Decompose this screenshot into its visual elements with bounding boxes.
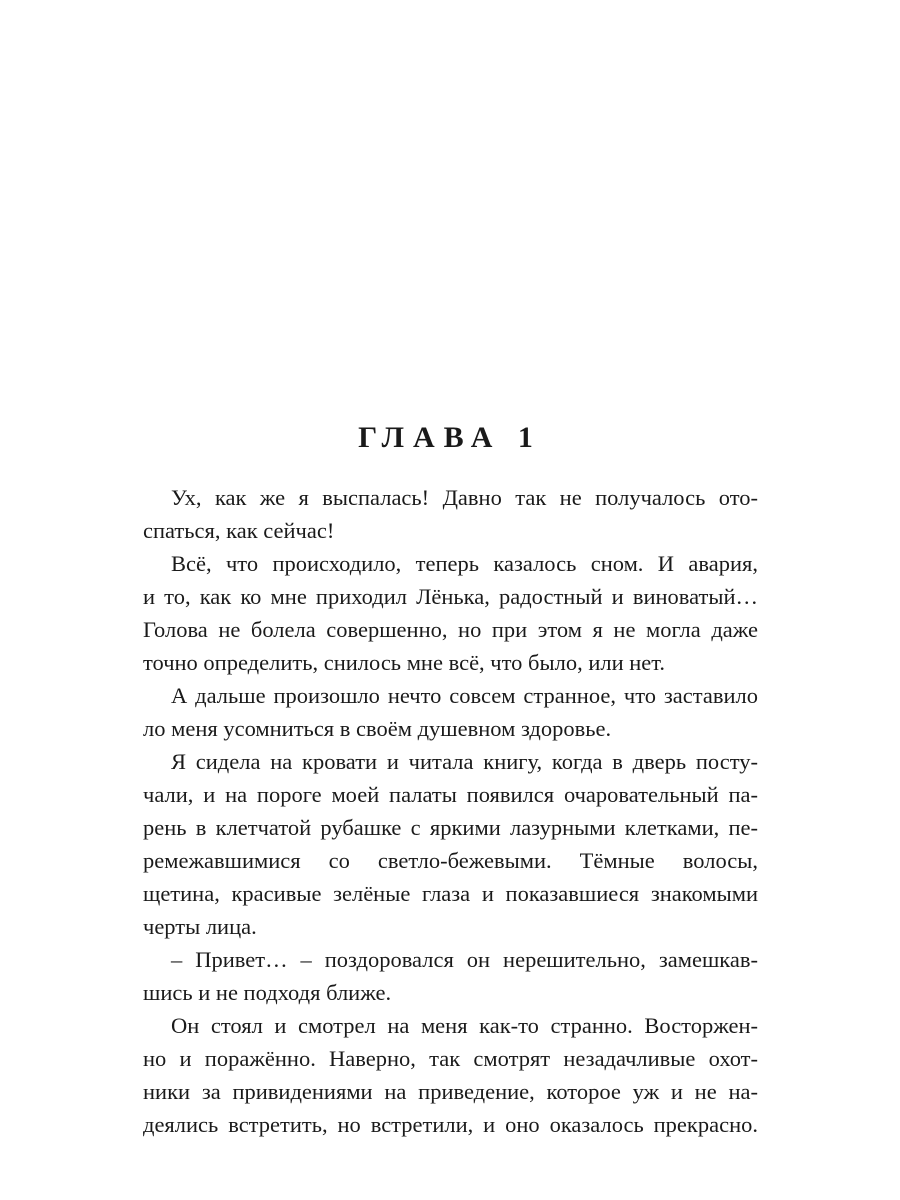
text-line: рень в клетчатой рубашке с яркими лазурными клетками, пе- xyxy=(143,815,758,840)
text-line: – Привет… – поздоровался он нерешительно, замешкав- xyxy=(171,947,758,972)
text-line: Всё, что происходило, теперь казалось сном. И авария, xyxy=(171,551,758,576)
text-line: А дальше произошло нечто совсем странное, что заставило xyxy=(171,683,758,708)
text-line: ремежавшимися со светло-бежевыми. Тёмные волосы, xyxy=(143,848,758,873)
text-line: и то, как ко мне приходил Лёнька, радостный и виноватый… xyxy=(143,584,758,609)
text-line: ло меня усомниться в своём душевном здоровье. xyxy=(143,716,612,741)
text-line: деялись встретить, но встретили, и оно оказалось прекрасно. xyxy=(143,1112,758,1137)
text-line: Голова не болела совершенно, но при этом я не могла даже xyxy=(143,617,758,642)
text-line: Ух, как же я выспалась! Давно так не получалось ото- xyxy=(171,485,758,510)
text-line: Я сидела на кровати и читала книгу, когда в дверь посту- xyxy=(171,749,758,774)
text-line: Он стоял и смотрел на меня как-то странно. Восторжен- xyxy=(171,1013,758,1038)
text-line: шись и не подходя ближе. xyxy=(143,980,392,1005)
text-line: чали, и на пороге моей палаты появился очаровательный па- xyxy=(143,782,758,807)
chapter-title: ГЛАВА 1 xyxy=(358,421,542,454)
text-line: щетина, красивые зелёные глаза и показавшиеся знакомыми xyxy=(143,881,758,906)
text-line: точно определить, снилось мне всё, что было, или нет. xyxy=(143,650,666,675)
text-line: ники за привидениями на приведение, которое уж и не на- xyxy=(143,1079,758,1104)
text-line: но и поражённо. Наверно, так смотрят незадачливые охот- xyxy=(143,1046,758,1071)
text-line: черты лица. xyxy=(143,914,257,939)
text-line: спаться, как сейчас! xyxy=(143,518,335,543)
